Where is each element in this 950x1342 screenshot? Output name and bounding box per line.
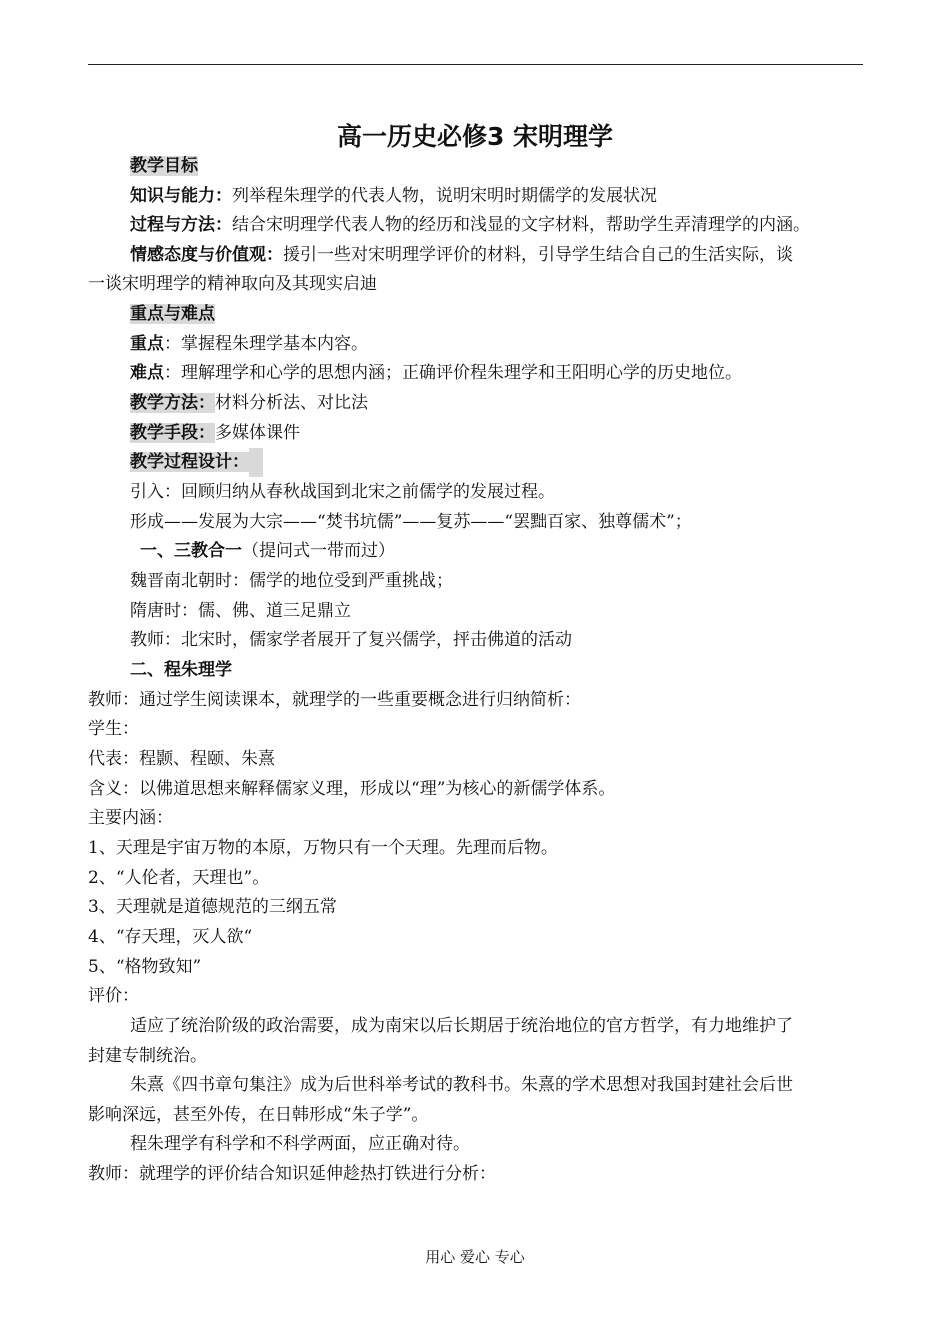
- header-rule: [88, 64, 863, 65]
- difficult-line: [130, 359, 870, 388]
- key-text: ：掌握程朱理学基本内容。: [164, 334, 368, 354]
- section1-line-1: 魏晋南北朝时：儒学的地位受到严重挑战；: [130, 571, 453, 591]
- list-item: 2、“人伦者，天理也”。: [88, 868, 270, 888]
- method-label: 教学方法：: [130, 393, 215, 413]
- section2-last-line: 教师：就理学的评价结合知识延伸趁热打铁进行分析：: [88, 1164, 496, 1184]
- section2-line-4: 含义：以佛道思想来解释儒家义理，形成以“理”为核心的新儒学体系。: [88, 779, 616, 799]
- section2-line-5: 主要内涵：: [88, 808, 173, 828]
- means-label: 教学手段：: [130, 423, 215, 443]
- keypoints-heading: [130, 300, 870, 329]
- evaluation-p2-line-2: 影响深远，甚至外传，在日韩形成“朱子学”。: [88, 1105, 429, 1125]
- evaluation-p1-line-1: 适应了统治阶级的政治需要，成为南宋以后长期居于统治地位的官方哲学，有力地维护了: [130, 1016, 793, 1036]
- section1-line-3: 教师：北宋时，儒家学者展开了复兴儒学，抨击佛道的活动: [130, 630, 572, 650]
- knowledge-text: 列举程朱理学的代表人物，说明宋明时期儒学的发展状况: [232, 186, 657, 206]
- emotion-text-1: 援引一些对宋明理学评价的材料，引导学生结合自己的生活实际，谈: [283, 245, 793, 265]
- intro-line-1: 引入：回顾归纳从春秋战国到北宋之前儒学的发展过程。: [130, 482, 555, 502]
- page-footer: 用心 爱心 专心: [425, 1248, 525, 1266]
- objectives-heading: [130, 152, 870, 181]
- section2-line-2: 学生：: [88, 719, 139, 739]
- key-line: [130, 330, 870, 359]
- intro-line-2: 形成——发展为大宗——“焚书坑儒”——复苏——“罢黜百家、独尊儒术”；: [130, 512, 692, 532]
- section2-heading-text: 二、程朱理学: [130, 660, 232, 680]
- list-item: 5、“格物致知”: [88, 957, 202, 977]
- list-item: 1、天理是宇宙万物的本原，万物只有一个天理。先理而后物。: [88, 838, 558, 858]
- evaluation-p3: 程朱理学有科学和不科学两面，应正确对待。: [130, 1134, 470, 1154]
- process-text: 结合宋明理学代表人物的经历和浅显的文字材料，帮助学生弄清理学的内涵。: [232, 215, 810, 235]
- evaluation-p2-line-1: 朱熹《四书章句集注》成为后世科举考试的教科书。朱熹的学术思想对我国封建社会后世: [130, 1075, 793, 1095]
- objectives-heading-text: 教学目标: [130, 156, 198, 176]
- emotion-line: [130, 241, 870, 270]
- emotion-label: 情感态度与价值观：: [130, 245, 283, 265]
- key-label: 重点: [130, 334, 164, 354]
- method-text: 材料分析法、对比法: [215, 393, 368, 413]
- emotion-line-2: 一谈宋明理学的精神取向及其现实启迪: [88, 274, 377, 294]
- section1-note: （提问式一带而过）: [242, 541, 395, 561]
- difficult-label: 难点: [130, 363, 164, 383]
- list-item: 3、天理就是道德规范的三纲五常: [88, 897, 337, 917]
- section2-line-1: 教师：通过学生阅读课本，就理学的一些重要概念进行归纳简析：: [88, 690, 581, 710]
- section1-heading-text: 一、三教合一: [140, 541, 242, 561]
- section1-heading: [140, 537, 920, 566]
- design-label: 教学过程设计：: [130, 452, 249, 472]
- design-line: [130, 448, 870, 477]
- keypoints-heading-text: 重点与难点: [130, 304, 215, 324]
- evaluation-label: 评价：: [88, 986, 139, 1006]
- document-title: 高一历史必修3 宋明理学: [336, 122, 614, 151]
- difficult-text: ：理解理学和心学的思想内涵；正确评价程朱理学和王阳明心学的历史地位。: [164, 363, 742, 383]
- means-line: [130, 419, 870, 448]
- highlight-trail: [249, 448, 263, 477]
- evaluation-p1-line-2: 封建专制统治。: [88, 1046, 207, 1066]
- method-line: [130, 389, 870, 418]
- section2-line-3: 代表：程颢、程颐、朱熹: [88, 749, 275, 769]
- section2-heading: [130, 656, 870, 685]
- list-item: 4、“存天理，灭人欲“: [88, 927, 253, 947]
- process-label: 过程与方法：: [130, 215, 232, 235]
- section1-line-2: 隋唐时：儒、佛、道三足鼎立: [130, 601, 351, 621]
- process-line: [130, 211, 870, 240]
- means-text: 多媒体课件: [215, 423, 300, 443]
- knowledge-line: [130, 182, 870, 211]
- knowledge-label: 知识与能力：: [130, 186, 232, 206]
